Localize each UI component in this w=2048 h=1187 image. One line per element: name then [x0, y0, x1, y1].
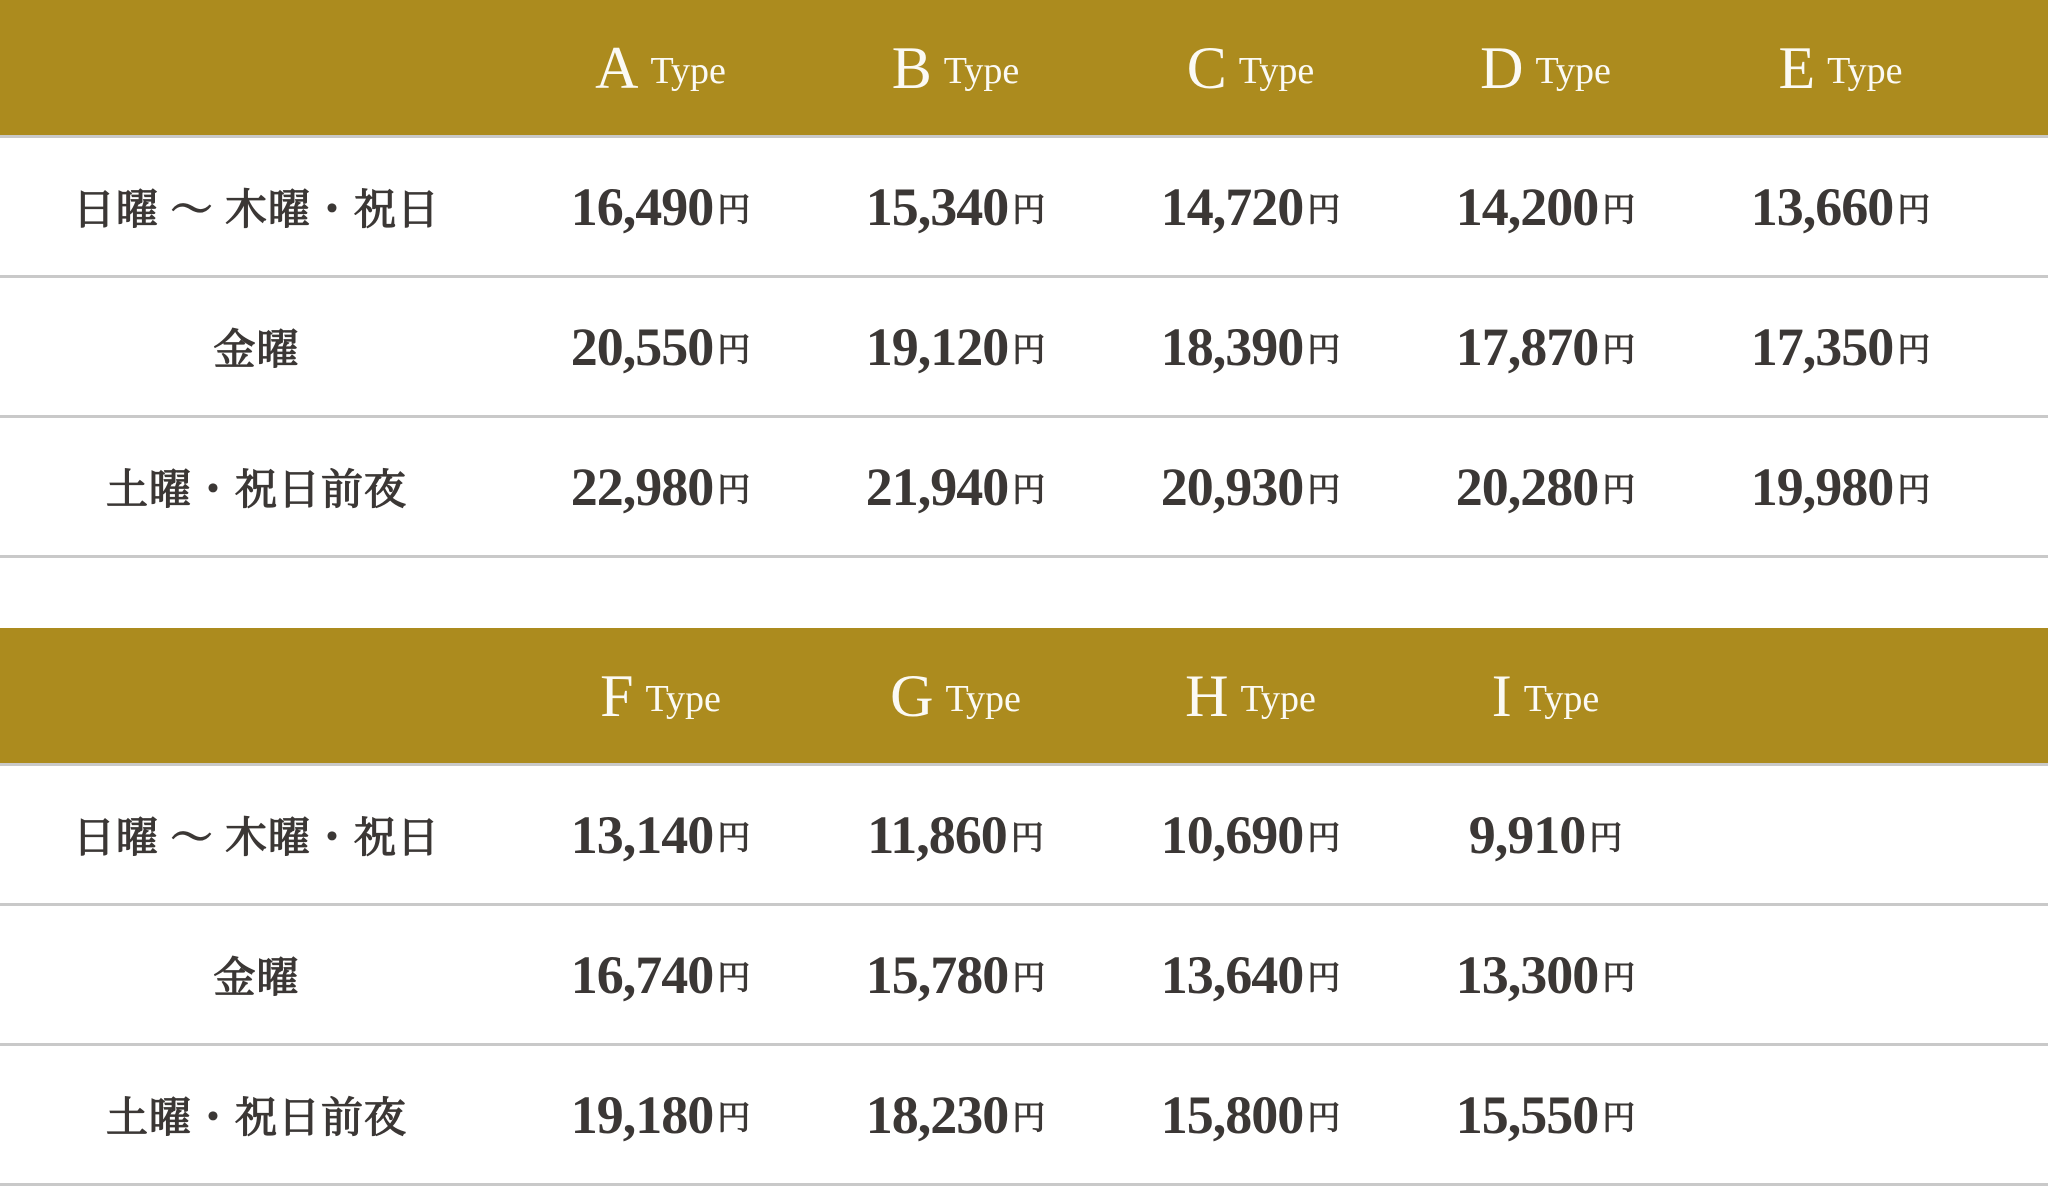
yen-unit: 円 — [1012, 193, 1046, 229]
yen-unit: 円 — [1012, 1101, 1046, 1137]
yen-unit: 円 — [1602, 193, 1636, 229]
price-cell — [808, 138, 1103, 275]
type-letter: A — [595, 34, 639, 101]
yen-unit: 円 — [1897, 193, 1931, 229]
price-value: 15,550 — [1455, 1084, 1599, 1145]
table-header-row — [0, 0, 2048, 138]
yen-unit: 円 — [1307, 333, 1341, 369]
type-letter: C — [1186, 34, 1227, 101]
yen-unit: 円 — [1307, 1101, 1341, 1137]
price-cell — [808, 278, 1103, 415]
table-row-sat-preholiday — [0, 418, 2048, 558]
type-letter: E — [1778, 34, 1816, 101]
price-value: 15,780 — [865, 944, 1009, 1005]
price-cell — [1103, 138, 1398, 275]
price-cell — [1103, 1046, 1398, 1183]
price-value: 19,120 — [865, 316, 1009, 377]
price-value: 22,980 — [570, 456, 714, 517]
yen-unit: 円 — [1589, 821, 1623, 857]
price-cell-empty — [1693, 766, 1988, 903]
price-cell — [513, 278, 808, 415]
table-row-friday — [0, 278, 2048, 418]
type-word: Type — [945, 677, 1021, 720]
price-cell — [1103, 766, 1398, 903]
row-label: 日曜 〜 木曜・祝日 — [72, 815, 440, 862]
price-cell — [513, 766, 808, 903]
yen-unit: 円 — [1012, 473, 1046, 509]
header-cell-b-type — [808, 0, 1103, 135]
price-cell — [513, 138, 808, 275]
price-value: 19,180 — [570, 1084, 714, 1145]
price-cell — [1103, 278, 1398, 415]
table-row-sun-thu — [0, 138, 2048, 278]
price-table-f-i — [0, 628, 2048, 1186]
yen-unit: 円 — [1602, 333, 1636, 369]
price-value: 16,740 — [570, 944, 714, 1005]
price-value: 17,350 — [1750, 316, 1894, 377]
price-value: 17,870 — [1455, 316, 1599, 377]
yen-unit: 円 — [717, 1101, 751, 1137]
price-value: 18,230 — [865, 1084, 1009, 1145]
price-value: 13,640 — [1160, 944, 1304, 1005]
type-word: Type — [650, 49, 726, 92]
yen-unit: 円 — [717, 193, 751, 229]
price-value: 15,800 — [1160, 1084, 1304, 1145]
price-cell — [1398, 1046, 1693, 1183]
price-cell — [1398, 766, 1693, 903]
yen-unit: 円 — [1897, 333, 1931, 369]
yen-unit: 円 — [717, 961, 751, 997]
price-value: 19,980 — [1750, 456, 1894, 517]
price-value: 18,390 — [1160, 316, 1304, 377]
type-word: Type — [1523, 677, 1600, 720]
type-letter: H — [1185, 662, 1229, 729]
price-value: 20,930 — [1160, 456, 1304, 517]
price-cell — [513, 906, 808, 1043]
header-cell-e-type — [1693, 0, 1988, 135]
price-cell — [1398, 906, 1693, 1043]
yen-unit: 円 — [1602, 473, 1636, 509]
yen-unit: 円 — [1602, 961, 1636, 997]
price-value: 15,340 — [865, 176, 1009, 237]
table-row-friday — [0, 906, 2048, 1046]
yen-unit: 円 — [1602, 1101, 1636, 1137]
yen-unit: 円 — [717, 821, 751, 857]
header-cell-h-type — [1103, 628, 1398, 763]
table-row-sat-preholiday — [0, 1046, 2048, 1186]
price-cell — [1103, 418, 1398, 555]
type-letter: B — [891, 34, 932, 101]
price-cell — [1398, 418, 1693, 555]
header-cell-g-type — [808, 628, 1103, 763]
price-cell — [1398, 138, 1693, 275]
price-cell — [808, 418, 1103, 555]
price-value: 14,200 — [1455, 176, 1599, 237]
price-cell — [1693, 138, 1988, 275]
type-word: Type — [1240, 677, 1316, 720]
header-cell-blank — [0, 628, 513, 763]
header-cell-c-type — [1103, 0, 1398, 135]
type-letter: I — [1491, 662, 1512, 729]
yen-unit: 円 — [1307, 193, 1341, 229]
price-value: 13,660 — [1750, 176, 1894, 237]
price-cell-empty — [1693, 906, 1988, 1043]
type-word: Type — [1827, 49, 1903, 92]
price-value: 13,300 — [1455, 944, 1599, 1005]
yen-unit: 円 — [1897, 473, 1931, 509]
price-cell — [1398, 278, 1693, 415]
price-value: 10,690 — [1160, 804, 1304, 865]
yen-unit: 円 — [717, 333, 751, 369]
header-cell-i-type — [1398, 628, 1693, 763]
yen-unit: 円 — [1307, 473, 1341, 509]
table-header-row — [0, 628, 2048, 766]
row-label: 土曜・祝日前夜 — [105, 467, 407, 514]
price-cell — [808, 766, 1103, 903]
row-label: 金曜 — [213, 327, 300, 374]
price-cell — [808, 906, 1103, 1043]
row-label: 日曜 〜 木曜・祝日 — [72, 187, 440, 234]
price-value: 20,550 — [570, 316, 714, 377]
price-value: 13,140 — [570, 804, 714, 865]
header-cell-blank — [0, 0, 513, 135]
yen-unit: 円 — [1012, 961, 1046, 997]
price-cell — [1693, 418, 1988, 555]
price-cell — [513, 1046, 808, 1183]
type-letter: D — [1480, 34, 1524, 101]
price-value: 11,860 — [867, 804, 1007, 865]
header-cell-f-type — [513, 628, 808, 763]
price-cell — [1693, 278, 1988, 415]
type-word: Type — [1238, 49, 1315, 92]
price-value: 16,490 — [570, 176, 714, 237]
price-value: 9,910 — [1468, 804, 1586, 865]
price-cell — [808, 1046, 1103, 1183]
type-word: Type — [645, 677, 721, 720]
type-word: Type — [1535, 49, 1611, 92]
yen-unit: 円 — [1010, 821, 1044, 857]
table-row-sun-thu — [0, 766, 2048, 906]
yen-unit: 円 — [1307, 821, 1341, 857]
row-label: 土曜・祝日前夜 — [105, 1095, 407, 1142]
yen-unit: 円 — [717, 473, 751, 509]
price-cell — [1103, 906, 1398, 1043]
type-letter: F — [600, 662, 634, 729]
price-value: 21,940 — [865, 456, 1009, 517]
price-value: 14,720 — [1160, 176, 1304, 237]
header-cell-a-type — [513, 0, 808, 135]
price-table-a-e — [0, 0, 2048, 558]
type-letter: G — [890, 662, 934, 729]
row-label: 金曜 — [213, 955, 300, 1002]
type-word: Type — [943, 49, 1020, 92]
yen-unit: 円 — [1012, 333, 1046, 369]
yen-unit: 円 — [1307, 961, 1341, 997]
price-cell — [513, 418, 808, 555]
price-cell-empty — [1693, 1046, 1988, 1183]
header-cell-d-type — [1398, 0, 1693, 135]
header-cell-empty — [1693, 628, 1988, 763]
price-value: 20,280 — [1455, 456, 1599, 517]
